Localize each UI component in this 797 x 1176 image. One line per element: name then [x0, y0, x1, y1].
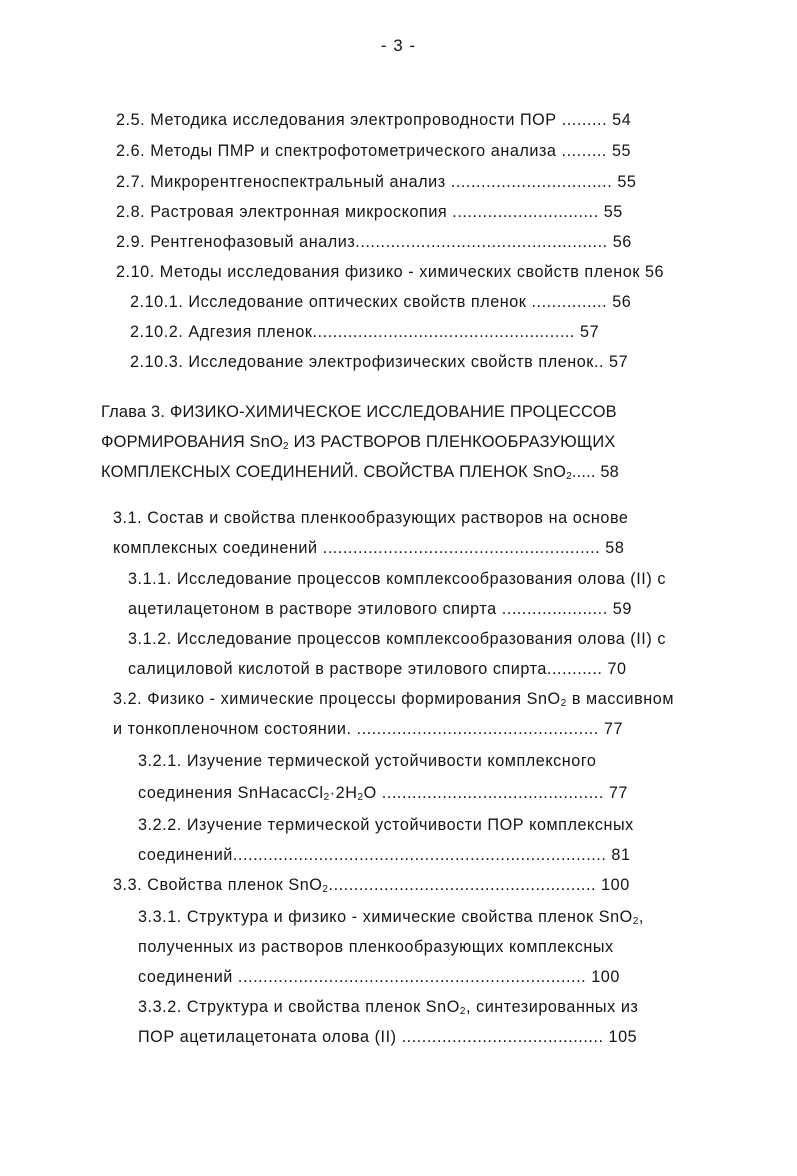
toc-entry-3-1-2-line-2: салициловой кислотой в растворе этилового спирта........... 70 — [128, 660, 627, 678]
toc-entry-3-3-1-line-1 — [138, 907, 644, 927]
toc-entry-3-2-line-2: и тонкопленочном состоянии. ................................................ 77 — [113, 720, 624, 738]
text: 3.2. Физико - химические процессы формирования SnO — [113, 690, 561, 708]
toc-entry-2-10-3: 2.10.3. Исследование электрофизических свойств пленок.. 57 — [130, 353, 629, 371]
subscript: 2 — [566, 471, 572, 482]
toc-entry-2-10: 2.10. Методы исследования физико - химических свойств пленок 56 — [116, 263, 665, 281]
chapter-3-title-line-2 — [101, 432, 616, 452]
subscript: 2 — [560, 698, 567, 709]
toc-entry-3-1-2-line-1: 3.1.2. Исследование процессов комплексообразования олова (II) с — [128, 630, 666, 648]
toc-entry-3-1-1-line-1: 3.1.1. Исследование процессов комплексообразования олова (II) с — [128, 570, 666, 588]
text: ИЗ РАСТВОРОВ ПЛЕНКООБРАЗУЮЩИХ — [288, 433, 616, 451]
toc-entry-2-7: 2.7. Микрорентгеноспектральный анализ ................................ 55 — [116, 173, 637, 191]
toc-entry-3-3-2-line-2: ПОР ацетилацетоната олова (II) ........................................ 105 — [138, 1028, 638, 1046]
toc-entry-2-5: 2.5. Методика исследования электропроводности ПОР ......... 54 — [116, 111, 632, 129]
text: 3.3.2. Структура и свойства пленок SnO — [138, 998, 460, 1016]
toc-entry-3-1-1-line-2: ацетилацетоном в растворе этилового спирта ..................... 59 — [128, 600, 632, 618]
text: O ............................................ 77 — [363, 784, 628, 802]
text: ·2H — [329, 784, 358, 802]
subscript: 2 — [632, 916, 639, 927]
subscript: 2 — [283, 441, 289, 452]
subscript: 2 — [322, 884, 329, 895]
text: , — [638, 908, 644, 926]
subscript: 2 — [459, 1006, 466, 1017]
text: в массивном — [566, 690, 675, 708]
toc-entry-3-2-1-line-2 — [138, 783, 628, 803]
toc-entry-2-9: 2.9. Рентгенофазовый анализ.................................................. 56 — [116, 233, 632, 251]
toc-entry-3-1-line-2: комплексных соединений ....................................................... 58 — [113, 539, 625, 557]
text: соединения SnHacacCl — [138, 784, 324, 802]
text: КОМПЛЕКСНЫХ СОЕДИНЕНИЙ. СВОЙСТВА ПЛЕНОК SnO — [101, 463, 567, 481]
text: , синтезированных из — [465, 998, 639, 1016]
text: 3.3.1. Структура и физико - химические свойства пленок SnO — [138, 908, 633, 926]
toc-entry-3-1-line-1: 3.1. Состав и свойства пленкообразующих растворов на основе — [113, 509, 629, 527]
chapter-3-title-line-3 — [101, 462, 619, 482]
toc-entry-2-10-1: 2.10.1. Исследование оптических свойств пленок ............... 56 — [130, 293, 632, 311]
toc-entry-3-2-1-line-1: 3.2.1. Изучение термической устойчивости комплексного — [138, 752, 597, 770]
toc-entry-2-10-2: 2.10.2. Адгезия пленок.................................................... 57 — [130, 323, 600, 341]
text: 3.3. Свойства пленок SnO — [113, 876, 323, 894]
toc-entry-3-3-2-line-1 — [138, 997, 638, 1017]
toc-entry-3-2-line-1 — [113, 689, 674, 709]
toc-entry-3-2-2-line-1: 3.2.2. Изучение термической устойчивости ПОР комплексных — [138, 816, 634, 834]
chapter-3-title-line-1: Глава 3. ФИЗИКО-ХИМИЧЕСКОЕ ИССЛЕДОВАНИЕ ПРОЦЕССОВ — [101, 403, 617, 421]
text: ..... 58 — [571, 463, 619, 481]
toc-entry-2-8: 2.8. Растровая электронная микроскопия ............................. 55 — [116, 203, 623, 221]
toc-entry-2-6: 2.6. Методы ПМР и спектрофотометрического анализа ......... 55 — [116, 142, 632, 160]
toc-entry-3-3-1-line-2: полученных из растворов пленкообразующих комплексных — [138, 938, 614, 956]
toc-entry-3-3-1-line-3: соединений ..................................................................... 100 — [138, 968, 620, 986]
page-number: - 3 - — [380, 36, 417, 55]
subscript: 2 — [323, 792, 330, 803]
text: ФОРМИРОВАНИЯ SnO — [101, 433, 284, 451]
toc-entry-3-2-2-line-2: соединений.......................................................................... 81 — [138, 846, 631, 864]
text: ..................................................... 100 — [328, 876, 630, 894]
toc-entry-3-3 — [113, 875, 630, 895]
subscript: 2 — [357, 792, 364, 803]
